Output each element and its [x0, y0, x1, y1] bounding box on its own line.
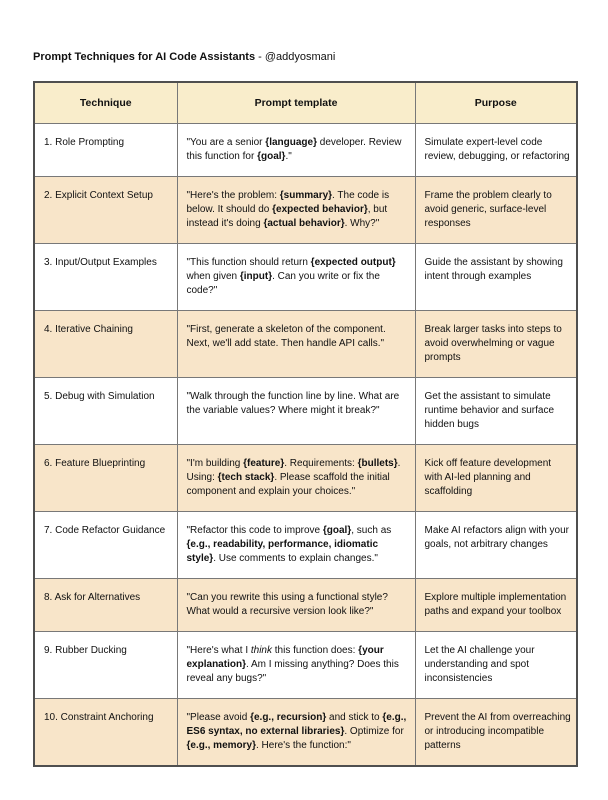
prompt-text-segment: {feature} [243, 458, 285, 469]
technique-cell: 5. Debug with Simulation [34, 378, 177, 445]
table-row [34, 632, 577, 699]
prompt-text-segment: this function does: [272, 645, 359, 656]
prompt-text-segment: {language} [265, 137, 317, 148]
table-row [34, 378, 577, 445]
purpose-cell: Get the assistant to simulate runtime behavior and surface hidden bugs [415, 378, 577, 445]
purpose-cell: Make AI refactors align with your goals, not arbitrary changes [415, 512, 577, 579]
prompt-text-segment: {e.g., memory} [186, 740, 256, 751]
technique-cell: 2. Explicit Context Setup [34, 177, 177, 244]
prompt-text-segment: when given [186, 271, 240, 282]
prompt-template-cell [177, 579, 415, 632]
prompt-text-segment: , such as [351, 525, 392, 536]
prompt-text-segment: , but instead it's doing [186, 204, 388, 229]
prompt-text-segment: . Using: [186, 458, 401, 483]
prompt-text-segment: . Use comments to explain changes." [213, 553, 378, 564]
prompt-text-segment: {expected behavior} [272, 204, 368, 215]
table-row [34, 244, 577, 311]
prompt-text-segment: . Am I missing anything? Does this reveal any bugs?" [186, 659, 399, 684]
column-header-prompt-template: Prompt template [177, 82, 415, 124]
prompt-template-cell [177, 632, 415, 699]
prompt-template-cell [177, 699, 415, 767]
prompt-text-segment: {goal} [322, 525, 352, 536]
prompt-text-segment: . Can you write or fix the code?" [186, 271, 380, 296]
prompt-text-segment: {e.g., recursion} [250, 712, 327, 723]
prompt-text-segment: {goal} [257, 151, 286, 162]
purpose-cell: Explore multiple implementation paths and expand your toolbox [415, 579, 577, 632]
prompt-template-cell [177, 512, 415, 579]
prompt-text-segment: developer. Review this function for [186, 137, 402, 162]
prompt-text-segment: and stick to [326, 712, 383, 723]
prompt-text-segment: "Here's the problem: [186, 190, 280, 201]
purpose-cell: Let the AI challenge your understanding and spot inconsistencies [415, 632, 577, 699]
prompt-text-segment: {e.g., ES6 syntax, no external libraries} [186, 712, 407, 737]
table-row [34, 579, 577, 632]
prompt-text-segment: . Optimize for [344, 726, 404, 737]
technique-cell: 7. Code Refactor Guidance [34, 512, 177, 579]
prompt-text-segment: ." [285, 151, 292, 162]
prompt-template-cell [177, 378, 415, 445]
prompt-text-segment: "I'm building [186, 458, 244, 469]
column-header-purpose: Purpose [415, 82, 577, 124]
table-header-row [34, 82, 577, 124]
prompt-text-segment: . Here's the function:" [255, 740, 351, 751]
prompt-text-segment: "Walk through the function line by line. What are the variable values? Where might it break?" [186, 391, 400, 416]
prompt-text-segment: . The code is below. It should do [186, 190, 390, 215]
prompt-text-segment: "You are a senior [186, 137, 266, 148]
prompt-template-cell [177, 177, 415, 244]
table-row [34, 512, 577, 579]
prompt-text-segment: think [250, 645, 272, 656]
prompt-template-cell [177, 311, 415, 378]
technique-cell: 10. Constraint Anchoring [34, 699, 177, 767]
prompt-template-cell [177, 124, 415, 177]
prompt-text-segment: {input} [239, 271, 273, 282]
table-row [34, 177, 577, 244]
technique-cell: 1. Role Prompting [34, 124, 177, 177]
prompt-text-segment: . Please scaffold the initial component and explain your choices." [186, 472, 390, 497]
table-row [34, 445, 577, 512]
table-row [34, 311, 577, 378]
prompt-text-segment: {your explanation} [186, 645, 384, 670]
page-title [33, 51, 335, 64]
prompt-text-segment: "Refactor this code to improve [186, 525, 323, 536]
purpose-cell: Guide the assistant by showing intent through examples [415, 244, 577, 311]
technique-cell: 6. Feature Blueprinting [34, 445, 177, 512]
title-text: Prompt Techniques for AI Code Assistants [33, 51, 256, 63]
prompt-text-segment: "Can you rewrite this using a functional style? What would a recursive version look like?" [186, 592, 388, 617]
purpose-cell: Kick off feature development with AI-led planning and scaffolding [415, 445, 577, 512]
prompt-text-segment: "This function should return [186, 257, 311, 268]
table-row [34, 699, 577, 767]
prompt-techniques-table [33, 81, 578, 767]
table-row [34, 124, 577, 177]
technique-cell: 4. Iterative Chaining [34, 311, 177, 378]
prompt-text-segment: {summary} [279, 190, 333, 201]
prompt-text-segment: {actual behavior} [263, 218, 345, 229]
prompt-text-segment: {bullets} [357, 458, 398, 469]
prompt-text-segment: . Requirements: [284, 458, 358, 469]
purpose-cell: Prevent the AI from overreaching or introducing incompatible patterns [415, 699, 577, 767]
prompt-text-segment: "Please avoid [186, 712, 251, 723]
purpose-cell: Simulate expert-level code review, debugging, or refactoring [415, 124, 577, 177]
technique-cell: 3. Input/Output Examples [34, 244, 177, 311]
prompt-template-cell [177, 244, 415, 311]
prompt-text-segment: . Why?" [344, 218, 380, 229]
technique-cell: 8. Ask for Alternatives [34, 579, 177, 632]
column-header-technique: Technique [34, 82, 177, 124]
prompt-text-segment: {expected output} [310, 257, 396, 268]
prompt-template-cell [177, 445, 415, 512]
prompt-text-segment: {tech stack} [217, 472, 275, 483]
title-author-handle: - @addyosmani [255, 51, 336, 63]
purpose-cell: Break larger tasks into steps to avoid overwhelming or vague prompts [415, 311, 577, 378]
prompt-text-segment: {e.g., readability, performance, idiomatic style} [186, 539, 379, 564]
technique-cell: 9. Rubber Ducking [34, 632, 177, 699]
prompt-text-segment: "First, generate a skeleton of the component. Next, we'll add state. Then handle API calls." [186, 324, 386, 349]
prompt-text-segment: "Here's what I [186, 645, 251, 656]
purpose-cell: Frame the problem clearly to avoid generic, surface-level responses [415, 177, 577, 244]
